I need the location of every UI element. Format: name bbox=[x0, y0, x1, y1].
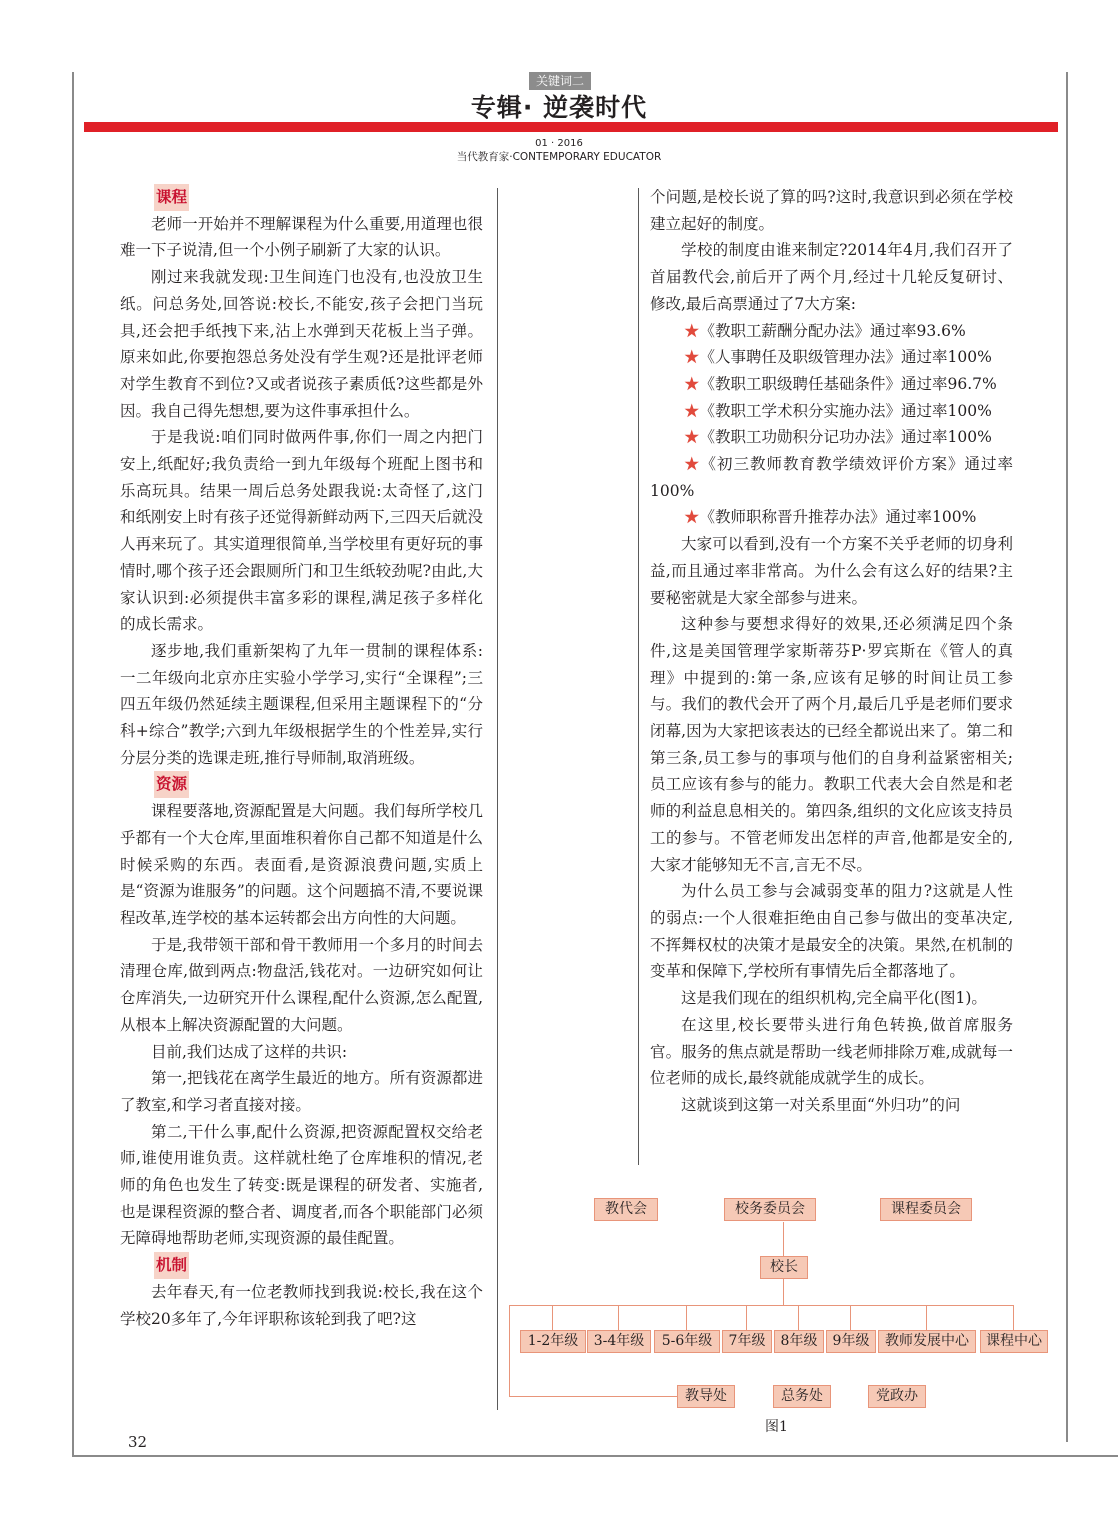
paragraph: 这种参与要想求得好的效果,还必须满足四个条件,这是美国管理学家斯蒂芬P·罗宾斯在《管人的真理》中提到的:第一条,应该有足够的时间让员工参与。我们的教代会开了两个月,最后几乎是老师们要求闭幕,因为大家把该表达的已经全都说出来了。第二和第三条,员工参与的事项与他们的自身利益紧密相关;员工应该有参与的能力。教职工代表大会自然是和老师的利益息息相关的。第四条,组织的文化应该支持员工的参与。不管老师发出怎样的声音,他都是安全的,大家才能够知无不言,言无不尽。 bbox=[650, 615, 1013, 874]
plan-item: ★《教职工功勋积分记功办法》通过率100% bbox=[684, 428, 992, 447]
connector-line bbox=[1013, 1305, 1014, 1330]
plan-item: ★《教职工薪酬分配办法》通过率93.6% bbox=[684, 321, 966, 340]
section-heading-mechanism: 机制 bbox=[154, 1252, 189, 1279]
plan-item: ★《人事聘任及职级管理办法》通过率100% bbox=[684, 348, 992, 367]
org-box-grade: 9年级 bbox=[826, 1330, 876, 1353]
paragraph: 逐步地,我们重新架构了九年一贯制的课程体系:一二年级向北京亦庄实验小学学习,实行“全课程”;三四五年级仍然延续主题课程,但采用主题课程下的“分科+综合”教学;六到九年级根据学生的个性差异,实行分层分类的选课走班,推行导师制,取消班级。 bbox=[120, 641, 483, 767]
paragraph: 这是我们现在的组织机构,完全扁平化(图1)。 bbox=[681, 989, 987, 1008]
org-box-curriculum-center: 课程中心 bbox=[980, 1330, 1048, 1353]
org-box-office: 教导处 bbox=[677, 1385, 735, 1408]
org-box-curriculum-committee: 课程委员会 bbox=[880, 1198, 972, 1221]
keyword-tag: 关键词二 bbox=[529, 72, 591, 90]
connector-line bbox=[798, 1305, 799, 1330]
org-box-office: 党政办 bbox=[868, 1385, 926, 1408]
star-icon: ★ bbox=[684, 374, 700, 393]
column-divider-left bbox=[497, 188, 498, 1410]
org-box-staff-congress: 教代会 bbox=[594, 1198, 658, 1221]
frame-left-rule bbox=[72, 72, 74, 1457]
paragraph: 为什么员工参与会减弱变革的阻力?这就是人性的弱点:一个人很难拒绝由自己参与做出的变革决定,不挥舞权杖的决策才是最安全的决策。果然,在机制的变革和保障下,学校所有事情先后全都落地了。 bbox=[650, 882, 1013, 981]
paragraph: 这就谈到这第一对关系里面“外归功”的问 bbox=[681, 1095, 961, 1114]
plan-item: ★《教职工学术积分实施办法》通过率100% bbox=[684, 401, 992, 420]
connector-line bbox=[926, 1305, 927, 1330]
issue-number: 01 · 2016 bbox=[535, 138, 583, 149]
org-box-grade: 5-6年级 bbox=[654, 1330, 720, 1353]
plan-item: ★《教师职称晋升推荐办法》通过率100% bbox=[684, 508, 977, 527]
org-box-teacher-development: 教师发展中心 bbox=[878, 1330, 976, 1353]
star-icon: ★ bbox=[684, 455, 701, 474]
org-box-grade: 1-2年级 bbox=[520, 1330, 586, 1353]
connector-line bbox=[783, 1279, 784, 1306]
right-column bbox=[650, 184, 1013, 1119]
paragraph: 目前,我们达成了这样的共识: bbox=[151, 1042, 348, 1061]
paragraph: 于是我说:咱们同时做两件事,你们一周之内把门安上,纸配好;我负责给一到九年级每个班配上图书和乐高玩具。结果一周后总务处跟我说:太奇怪了,这门和纸刚安上时有孩子还觉得新鲜动两下,三四天后就没人再来玩了。其实道理很简单,当学校里有更好玩的事情时,哪个孩子还会跟厕所门和卫生纸较劲呢?由此,大家认识到:必须提供丰富多彩的课程,满足孩子多样化的成长需求。 bbox=[120, 428, 483, 634]
connector-line bbox=[509, 1305, 510, 1397]
star-icon: ★ bbox=[684, 348, 700, 367]
paragraph: 去年春天,有一位老教师找到我说:校长,我在这个学校20多年了,今年评职称该轮到我了吧?这 bbox=[120, 1282, 483, 1328]
paragraph: 老师一开始并不理解课程为什么重要,用道理也很难一下子说清,但一个小例子刷新了大家的认识。 bbox=[120, 214, 483, 260]
org-box-school-committee: 校务委员会 bbox=[724, 1198, 816, 1221]
connector-line bbox=[618, 1305, 619, 1330]
star-icon: ★ bbox=[684, 401, 700, 420]
connector-line bbox=[509, 1305, 1014, 1306]
connector-line bbox=[783, 1222, 784, 1256]
paragraph: 课程要落地,资源配置是大问题。我们每所学校几乎都有一个大仓库,里面堆积着你自己都不知道是什么时候采购的东西。表面看,是资源浪费问题,实质上是“资源为谁服务”的问题。这个问题搞不清,不要说课程改革,连学校的基本运转都会出方向性的大问题。 bbox=[120, 802, 483, 927]
star-icon: ★ bbox=[684, 508, 700, 527]
paragraph: 学校的制度由谁来制定?2014年4月,我们召开了首届教代会,前后开了两个月,经过十几轮反复研讨、修改,最后高票通过了7大方案: bbox=[650, 241, 1013, 313]
column-divider-right bbox=[638, 188, 639, 1165]
paragraph: 第一,把钱花在离学生最近的地方。所有资源都进了教室,和学习者直接对接。 bbox=[120, 1069, 483, 1114]
plan-item: ★《初三教师教育教学绩效评价方案》通过率100% bbox=[650, 455, 1013, 500]
connector-line bbox=[552, 1305, 553, 1330]
red-title-bar bbox=[84, 122, 1058, 132]
connector-line bbox=[509, 1396, 677, 1397]
connector-line bbox=[686, 1305, 687, 1330]
org-box-grade: 7年级 bbox=[722, 1330, 772, 1353]
paragraph: 于是,我带领干部和骨干教师用一个多月的时间去清理仓库,做到两点:物盘活,钱花对。一边研究如何让仓库消失,一边研究开什么课程,配什么资源,怎么配置,从根本上解决资源配置的大问题。 bbox=[120, 935, 483, 1034]
frame-bottom-rule bbox=[72, 1455, 1118, 1457]
section-heading-curriculum: 课程 bbox=[154, 184, 189, 211]
plan-item: ★《教职工职级聘任基础条件》通过率96.7% bbox=[684, 374, 997, 393]
star-icon: ★ bbox=[684, 428, 700, 447]
connector-line bbox=[850, 1305, 851, 1330]
star-icon: ★ bbox=[684, 321, 700, 340]
org-box-grade: 8年级 bbox=[774, 1330, 824, 1353]
paragraph: 刚过来我就发现:卫生间连门也没有,也没放卫生纸。问总务处,回答说:校长,不能安,孩子会把门当玩具,还会把手纸拽下来,沾上水弹到天花板上当子弹。原来如此,你要抱怨总务处没有学生观?还是批评老师对学生教育不到位?又或者说孩子素质低?这些都是外因。我自己得先想想,要为这件事承担什么。 bbox=[120, 268, 483, 420]
frame-right-rule bbox=[1066, 72, 1068, 1442]
magazine-name: 当代教育家·CONTEMPORARY EDUCATOR bbox=[456, 151, 662, 163]
connector-line bbox=[746, 1305, 747, 1330]
paragraph: 在这里,校长要带头进行角色转换,做首席服务官。服务的焦点就是帮助一线老师排除万难,成就每一位老师的成长,最终就能成就学生的成长。 bbox=[650, 1015, 1013, 1088]
org-box-principal: 校长 bbox=[760, 1256, 808, 1279]
paragraph: 第二,干什么事,配什么资源,把资源配置权交给老师,谁使用谁负责。这样就杜绝了仓库堆积的情况,老师的角色也发生了转变:既是课程的研发者、实施者,也是课程资源的整合者、调度者,而各个职能部门必须无障碍地帮助老师,实现资源的最佳配置。 bbox=[120, 1122, 483, 1248]
paragraph: 个问题,是校长说了算的吗?这时,我意识到必须在学校建立起好的制度。 bbox=[650, 188, 1013, 233]
left-column bbox=[120, 184, 483, 1332]
section-heading-resources: 资源 bbox=[154, 771, 189, 798]
org-box-grade: 3-4年级 bbox=[587, 1330, 651, 1353]
page-title: 专辑· 逆袭时代 bbox=[470, 93, 648, 122]
figure-caption: 图1 bbox=[765, 1419, 788, 1435]
org-box-office: 总务处 bbox=[773, 1385, 831, 1408]
paragraph: 大家可以看到,没有一个方案不关乎老师的切身利益,而且通过率非常高。为什么会有这么好的结果?主要秘密就是大家全部参与进来。 bbox=[650, 535, 1013, 607]
page-number: 32 bbox=[128, 1433, 148, 1451]
